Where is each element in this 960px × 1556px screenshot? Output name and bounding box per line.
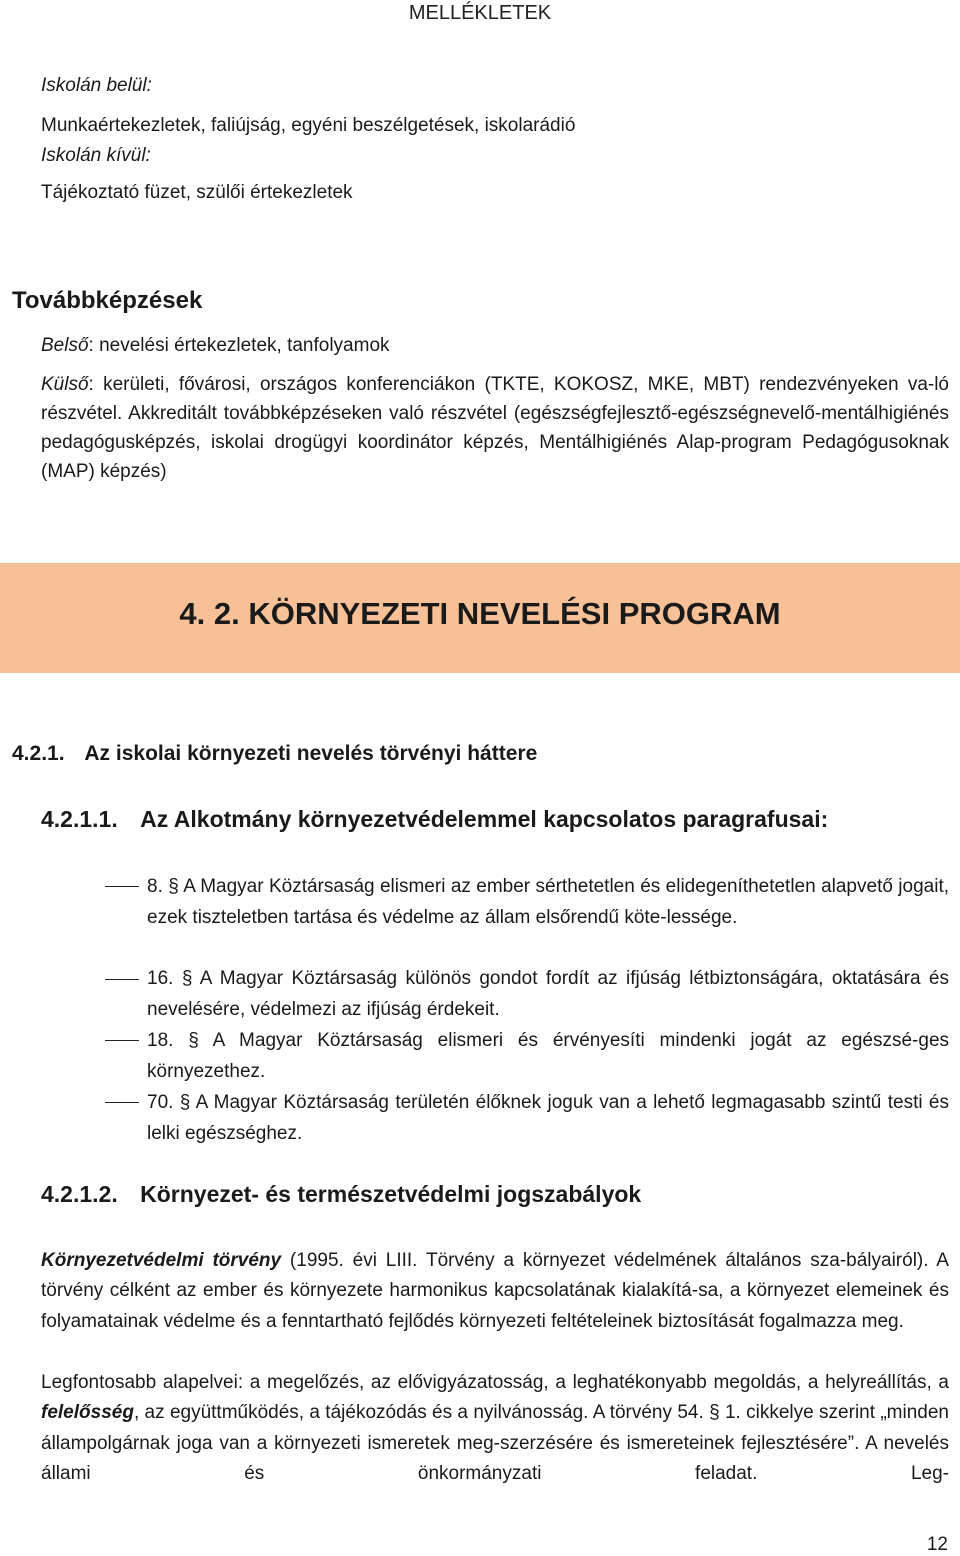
internal-training xyxy=(41,334,390,358)
page-number: 12 xyxy=(926,1534,948,1555)
principles-text: Legfontosabb alapelvei: a megelőzés, az elővigyázatosság, a leghatékonyabb megoldás, a helyreállítás, a xyxy=(41,1372,949,1393)
subsection-title: Az Alkotmány környezetvédelemmel kapcsolatos paragrafusai: xyxy=(140,806,829,832)
subsection-number: 4.2.1.2. xyxy=(41,1181,118,1207)
subsection-heading-4-2-1-1 xyxy=(41,806,828,833)
external-training xyxy=(41,370,949,486)
paragraph-number: 70. xyxy=(147,1092,174,1113)
outside-school-text: Tájékoztató füzet, szülői értekezletek xyxy=(41,182,353,203)
paragraph-text: A Magyar Köztársaság különös gondot fordít az ifjúság létbiztonságára, oktatására és nevelésére, védelmezi az ifjúság érdekeit. xyxy=(147,968,949,1020)
list-dash xyxy=(105,886,139,887)
paragraph-number: 8. xyxy=(147,876,163,897)
external-label: Külső xyxy=(41,374,89,395)
law-paragraph-1 xyxy=(41,1246,949,1337)
list-dash xyxy=(105,1102,139,1103)
section-title: 4. 2. KÖRNYEZETI NEVELÉSI PROGRAM xyxy=(179,596,781,631)
paragraph-text: A Magyar Köztársaság területén élőknek joguk van a lehető legmagasabb szintű testi és lelki egészséghez. xyxy=(147,1092,949,1144)
law-name: Környezetvédelmi törvény xyxy=(41,1250,282,1271)
section-sign: § xyxy=(168,876,179,897)
subsection-heading-4-2-1-2 xyxy=(41,1181,641,1208)
law-text: (1995. évi LIII. Törvény a környezet védelmének általános sza-bályairól). A törvény célként az ember és környezete harmonikus kapcsolatának kialakítá-sa, a környezet elemeinek és folyamatainak védelme és a fenntartható fejlődés környezeti feltételeinek biztosítását fogalmazza meg. xyxy=(41,1250,949,1332)
external-text: : kerületi, fővárosi, országos konferenciákon (TKTE, KOKOSZ, MKE, MBT) rendezvényeken va-ló részvétel. Akkreditált továbbképzéseken való részvétel (egészségfejlesztő-egészségnevelő-mentálhigiénés pedagógusképzés, iskolai drogügyi koordinátor képzés, Mentálhigiénés Alap-program Pedagógusoknak (MAP) képzés) xyxy=(41,374,949,482)
inside-school-text: Munkaértekezletek, faliújság, egyéni beszélgetések, iskolarádió xyxy=(41,115,576,136)
page-header: MELLÉKLETEK xyxy=(408,2,552,24)
section-sign: § xyxy=(179,1092,191,1113)
list-dash xyxy=(105,1040,139,1041)
internal-label: Belső xyxy=(41,335,89,356)
responsibility-term: felelősség xyxy=(41,1402,134,1424)
principles-text-continued: , az együttműködés, a tájékozódás és a nyilvánosság. A törvény 54. § 1. cikkelye szerint „minden állampolgárnak joga van a környezeti ismeretek meg-szerzésére és ismereteinek fejlesztésére”. A nevelés állami és önkormányzati feladat. Leg- xyxy=(41,1402,949,1485)
subsection-number: 4.2.1. xyxy=(12,742,65,765)
subsection-heading-4-2-1 xyxy=(12,742,537,766)
section-sign: § xyxy=(188,1030,199,1051)
inside-school-label: Iskolán belül: xyxy=(41,75,152,96)
list-item xyxy=(147,963,949,1025)
list-item xyxy=(147,871,949,933)
outside-school-label: Iskolán kívül: xyxy=(41,145,151,166)
subsection-title: Az iskolai környezeti nevelés törvényi háttere xyxy=(84,742,538,765)
section-sign: § xyxy=(181,968,193,989)
paragraph-number: 16. xyxy=(147,968,174,989)
subsection-title: Környezet- és természetvédelmi jogszabályok xyxy=(140,1181,642,1207)
paragraph-text: A Magyar Köztársaság elismeri az ember sérthetetlen és elidegeníthetetlen alapvető jogait, ezek tiszteletben tartása és védelme az állam elsőrendű köte-lessége. xyxy=(147,876,950,928)
paragraph-number: 18. xyxy=(147,1030,174,1051)
subsection-number: 4.2.1.1. xyxy=(41,806,118,832)
list-item xyxy=(147,1025,949,1087)
paragraph-text: A Magyar Köztársaság elismeri és érvényesíti mindenki jogát az egészsé-ges környezethez. xyxy=(147,1030,950,1082)
training-heading: Továbbképzések xyxy=(12,287,203,314)
list-item xyxy=(147,1087,949,1149)
list-dash xyxy=(105,979,139,980)
internal-text: : nevelési értekezletek, tanfolyamok xyxy=(88,335,390,356)
law-paragraph-2 xyxy=(41,1368,949,1490)
